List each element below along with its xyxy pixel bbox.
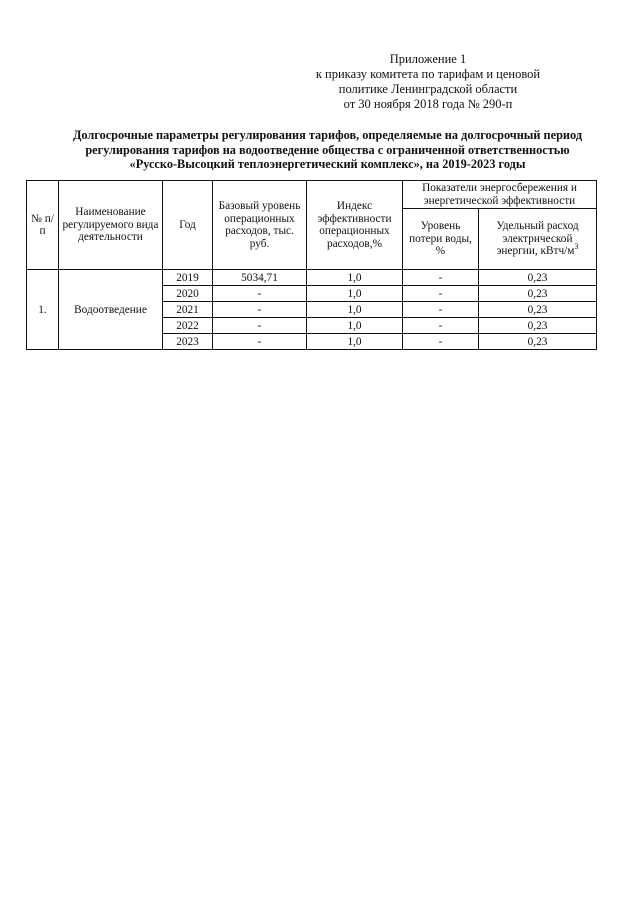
cell-efficiency-index: 1,0: [307, 334, 403, 350]
cell-water-loss: -: [403, 286, 479, 302]
cell-year: 2023: [163, 334, 213, 350]
appendix-line: Приложение 1: [389, 52, 467, 66]
cell-specific-energy: 0,23: [479, 334, 597, 350]
cell-base-level: 5034,71: [213, 270, 307, 286]
appendix-line: к приказу комитета по тарифам и ценовой: [315, 67, 541, 81]
header-activity: Наименование регулируемого вида деятельности: [59, 181, 163, 270]
cell-year: 2020: [163, 286, 213, 302]
cell-efficiency-index: 1,0: [307, 318, 403, 334]
header-energy-group: Показатели энергосбережения и энергетической эффективности: [403, 181, 597, 209]
parameters-table: [26, 180, 597, 350]
table-body: [27, 270, 597, 350]
cell-water-loss: -: [403, 334, 479, 350]
cell-base-level: -: [213, 334, 307, 350]
cell-base-level: -: [213, 302, 307, 318]
header-efficiency-index: Индекс эффективности операционных расходов,%: [307, 181, 403, 270]
title-line: регулирования тарифов на водоотведение общества с ограниченной ответственностью: [85, 142, 570, 157]
header-specific-energy-text: Удельный расход электрической энергии, кВтч/м: [496, 220, 579, 258]
header-specific-energy-sup: 3: [574, 242, 579, 252]
cell-year: 2021: [163, 302, 213, 318]
title-line: Долгосрочные параметры регулирования тарифов, определяемые на долгосрочный период: [72, 128, 583, 142]
header-water-loss: Уровень потери воды, %: [403, 209, 479, 270]
row-number: 1.: [27, 270, 59, 350]
header-specific-energy: [479, 209, 597, 270]
title-line: «Русско-Высоцкий теплоэнергетический комплекс», на 2019-2023 годы: [129, 157, 526, 171]
cell-water-loss: -: [403, 270, 479, 286]
cell-specific-energy: 0,23: [479, 286, 597, 302]
header-row: [27, 181, 597, 209]
cell-efficiency-index: 1,0: [307, 302, 403, 318]
cell-year: 2019: [163, 270, 213, 286]
table-row: [27, 270, 597, 286]
header-num: № п/п: [27, 181, 59, 270]
activity-name: Водоотведение: [59, 270, 163, 350]
cell-year: 2022: [163, 318, 213, 334]
appendix-line: политике Ленинградской области: [338, 82, 518, 96]
cell-specific-energy: 0,23: [479, 302, 597, 318]
cell-efficiency-index: 1,0: [307, 286, 403, 302]
header-base-level: Базовый уровень операционных расходов, тыс. руб.: [213, 181, 307, 270]
header-year: Год: [163, 181, 213, 270]
cell-efficiency-index: 1,0: [307, 270, 403, 286]
appendix-line: от 30 ноября 2018 года № 290-п: [343, 97, 513, 111]
cell-water-loss: -: [403, 318, 479, 334]
cell-specific-energy: 0,23: [479, 318, 597, 334]
appendix-block: [278, 52, 578, 112]
cell-specific-energy: 0,23: [479, 270, 597, 286]
cell-water-loss: -: [403, 302, 479, 318]
document-title: [40, 128, 615, 172]
cell-base-level: -: [213, 318, 307, 334]
cell-base-level: -: [213, 286, 307, 302]
